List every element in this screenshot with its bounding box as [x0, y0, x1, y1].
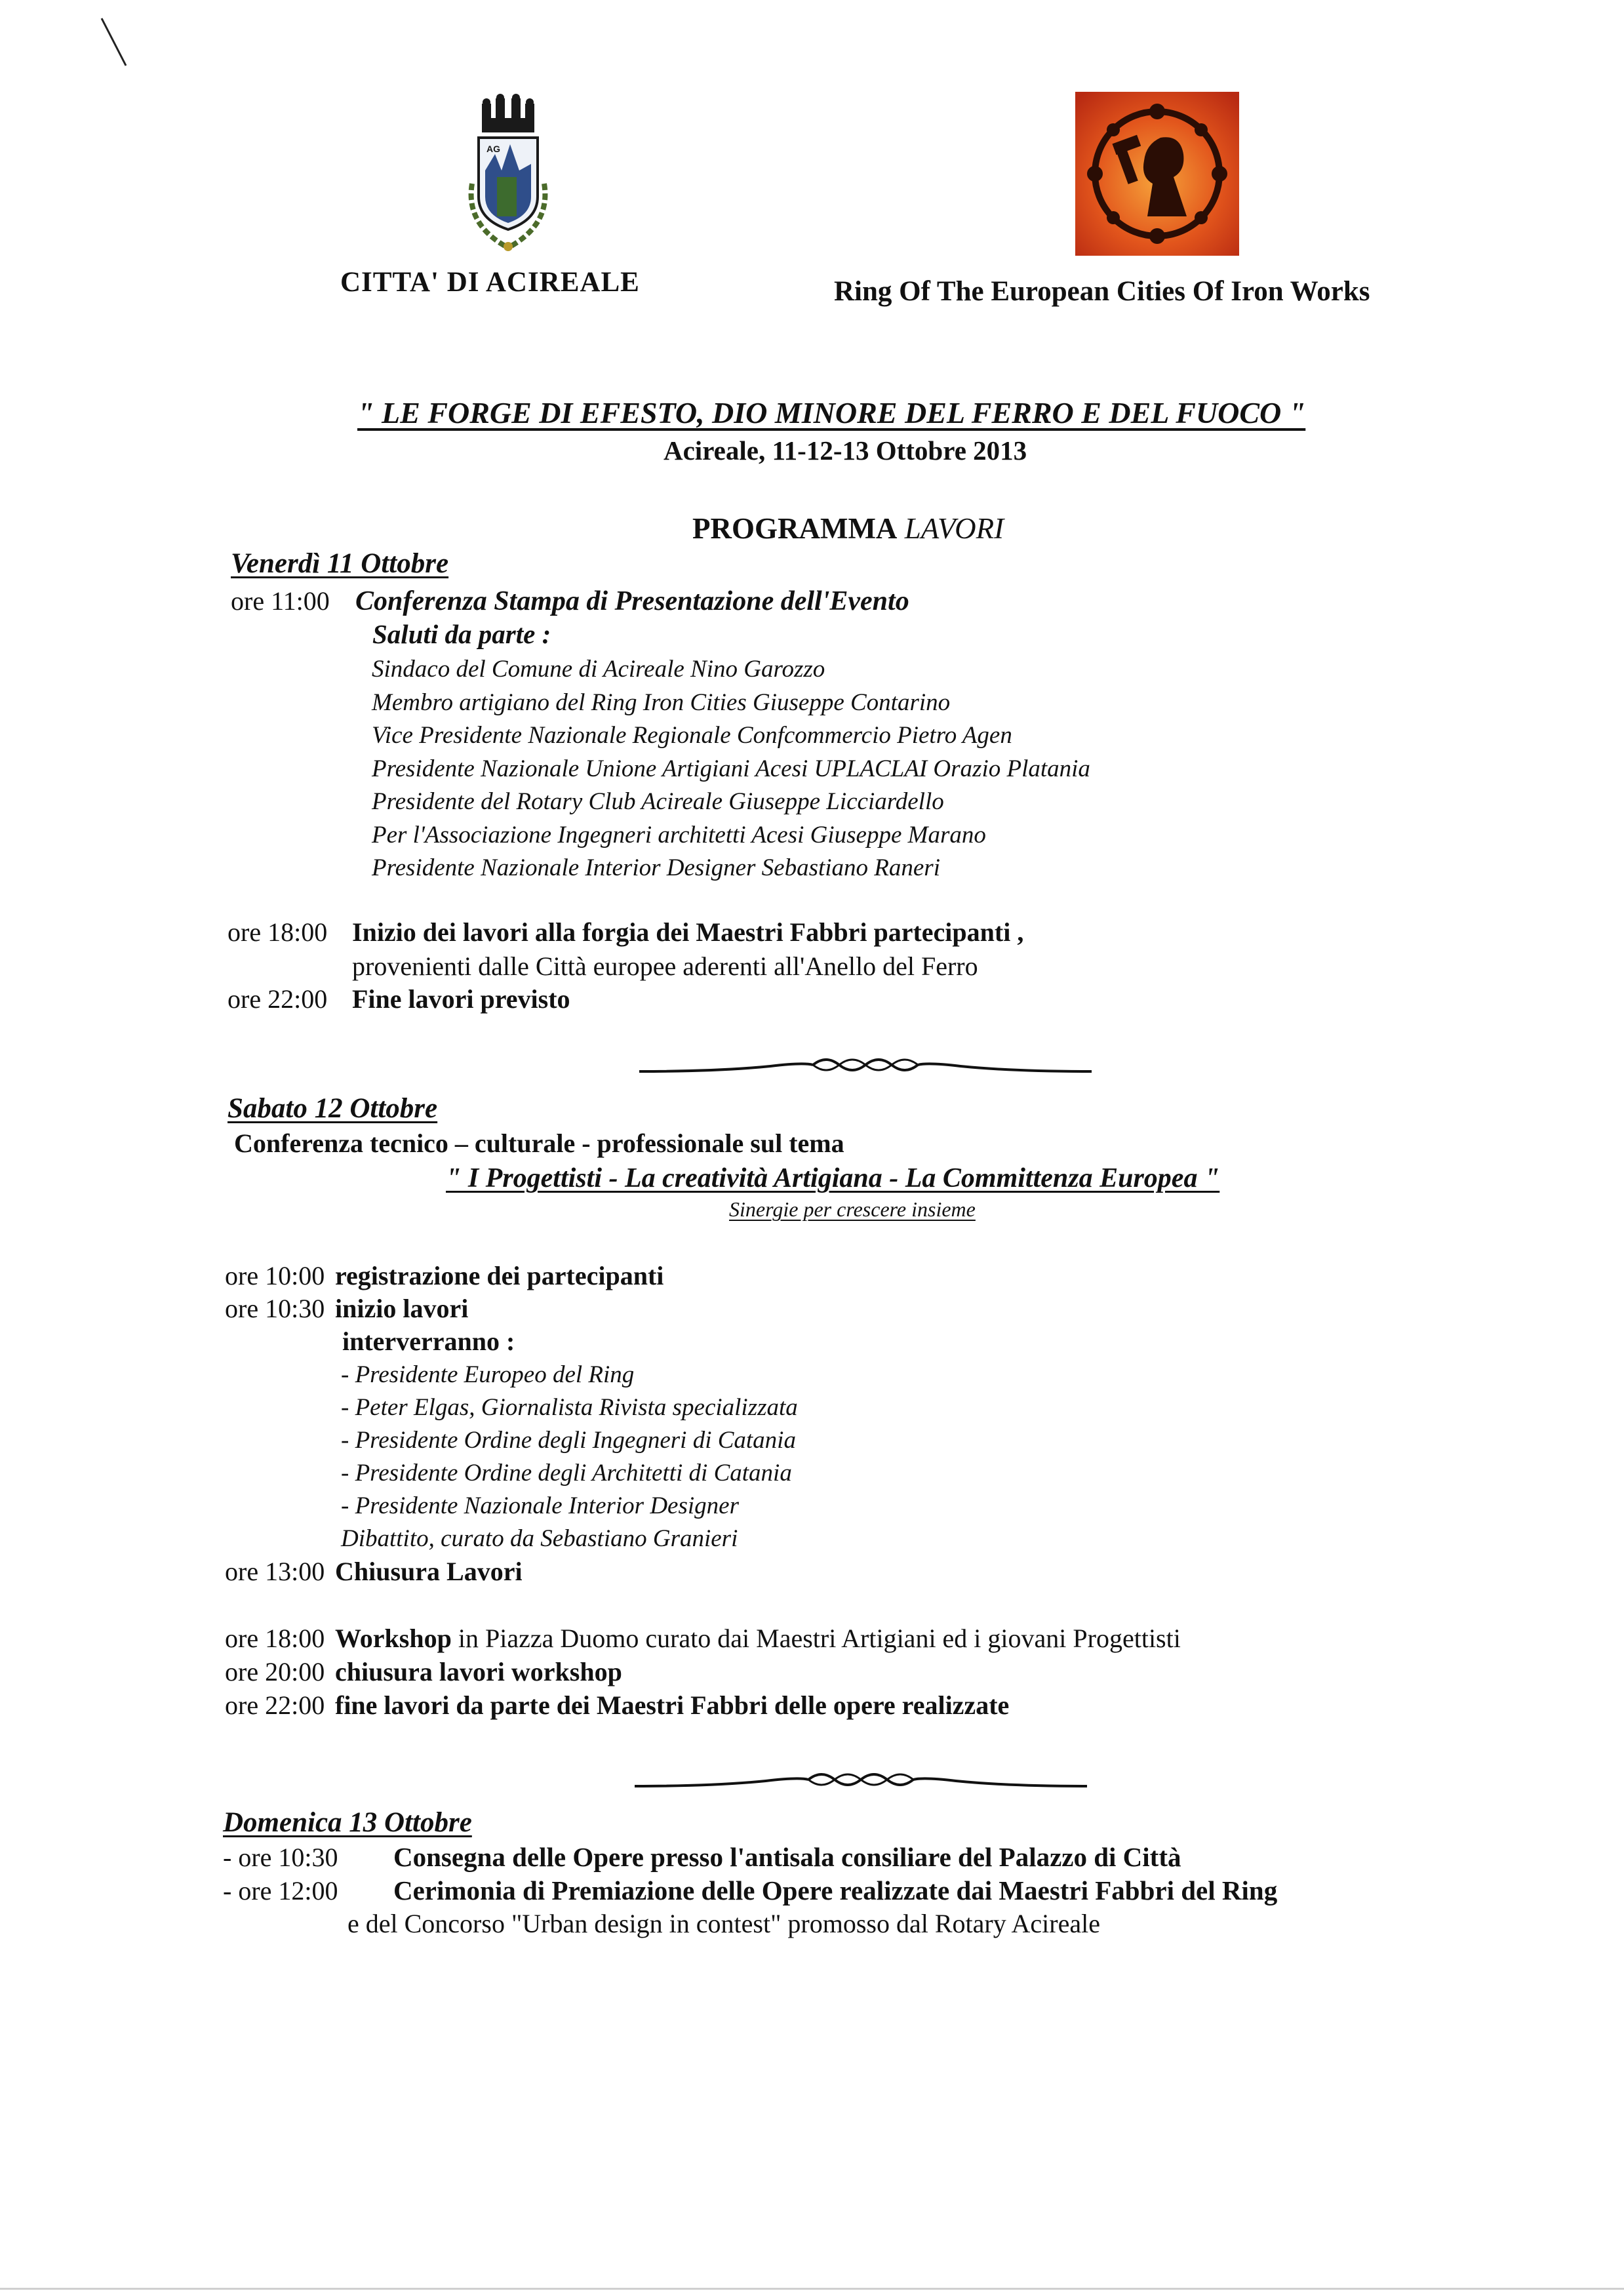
conference-line: Conferenza tecnico – culturale - professionale sul tema — [234, 1128, 844, 1158]
conference-theme: " I Progettisti - La creatività Artigiana - La Committenza Europea " — [446, 1163, 1220, 1193]
greeting-item: Presidente Nazionale Interior Designer Sebastiano Raneri — [372, 854, 940, 881]
item-text: Cerimonia di Premiazione delle Opere realizzate dai Maestri Fabbri del Ring — [393, 1875, 1278, 1906]
time-label: ore 18:00 — [228, 917, 328, 947]
item-text: in Piazza Duomo curato dai Maestri Artigiani ed i giovani Progettisti — [451, 1624, 1181, 1653]
press-conference-label: Conferenza Stampa di Presentazione dell'Evento — [355, 586, 909, 616]
greetings-label: Saluti da parte : — [372, 619, 551, 649]
ring-iron-cities-logo — [1075, 92, 1239, 256]
day2-item-1030 — [225, 1293, 468, 1325]
time-label: ore 22:00 — [228, 984, 328, 1014]
item-text: chiusura lavori workshop — [335, 1657, 622, 1686]
day1-heading: Venerdì 11 Ottobre — [231, 548, 449, 579]
speakers-label: interverranno : — [342, 1327, 515, 1356]
acireale-coat-of-arms-logo — [446, 92, 570, 256]
speaker-item: - Presidente Europeo del Ring — [341, 1361, 635, 1388]
time-label: ore 13:00 — [225, 1557, 325, 1586]
time-label: ore 10:00 — [225, 1261, 325, 1290]
day3-continuation: e del Concorso "Urban design in contest" promosso dal Rotary Acireale — [347, 1909, 1100, 1938]
greeting-item: Vice Presidente Nazionale Regionale Confcommercio Pietro Agen — [372, 722, 1012, 749]
greetings-list — [372, 653, 1090, 885]
item-text: fine lavori da parte dei Maestri Fabbri delle opere realizzate — [335, 1690, 1010, 1720]
time-label: - ore 12:00 — [223, 1876, 338, 1906]
day1-item-1800 — [228, 917, 1023, 948]
day1-item-2200 — [228, 984, 570, 1015]
item-text: Chiusura Lavori — [335, 1557, 523, 1586]
time-label: ore 22:00 — [225, 1690, 325, 1720]
speaker-item: - Peter Elgas, Giornalista Rivista specializzata — [341, 1394, 798, 1421]
day3-heading: Domenica 13 Ottobre — [223, 1807, 472, 1838]
greeting-item: Membro artigiano del Ring Iron Cities Giuseppe Contarino — [372, 688, 951, 716]
greeting-item: Presidente del Rotary Club Acireale Giuseppe Licciardello — [372, 788, 944, 815]
speaker-item: - Presidente Ordine degli Ingegneri di Catania — [341, 1427, 796, 1454]
time-label: - ore 10:30 — [223, 1843, 338, 1872]
right-org-label: Ring Of The European Cities Of Iron Works — [834, 276, 1370, 307]
ornamental-divider — [635, 1757, 1087, 1803]
time-label: ore 11:00 — [231, 586, 330, 616]
greeting-item: Sindaco del Comune di Acireale Nino Garozzo — [372, 656, 825, 683]
event-title: " LE FORGE DI EFESTO, DIO MINORE DEL FERRO E DEL FUOCO " — [357, 396, 1306, 429]
time-label: ore 10:30 — [225, 1294, 325, 1323]
speaker-item: - Presidente Ordine degli Architetti di Catania — [341, 1460, 792, 1487]
day1-item-1100 — [231, 586, 909, 617]
day2-item-1300 — [225, 1556, 523, 1587]
svg-text:AG: AG — [486, 144, 500, 154]
item-text: inizio lavori — [335, 1294, 469, 1323]
day2-item-1800 — [225, 1623, 1181, 1654]
debate-line: Dibattito, curato da Sebastiano Granieri — [341, 1525, 738, 1552]
greeting-item: Presidente Nazionale Unione Artigiani Acesi UPLACLAI Orazio Platania — [372, 755, 1090, 782]
left-org-label: CITTA' DI ACIREALE — [340, 267, 640, 298]
day2-item-1000 — [225, 1260, 663, 1292]
day2-item-2200 — [225, 1690, 1009, 1721]
item-text-bold: Workshop — [335, 1624, 452, 1653]
pen-mark — [98, 16, 131, 69]
day3-item-1200 — [223, 1875, 1277, 1907]
day2-item-2000 — [225, 1656, 622, 1688]
scan-edge-line — [0, 2288, 1624, 2290]
ornamental-divider — [639, 1043, 1092, 1088]
event-place-date: Acireale, 11-12-13 Ottobre 2013 — [663, 435, 1027, 466]
program-heading — [692, 511, 1004, 546]
speaker-item: - Presidente Nazionale Interior Designer — [341, 1492, 739, 1519]
day2-heading: Sabato 12 Ottobre — [228, 1093, 438, 1124]
greeting-item: Per l'Associazione Ingegneri architetti Acesi Giuseppe Marano — [372, 821, 986, 848]
item-text: Inizio dei lavori alla forgia dei Maestri Fabbri partecipanti , — [352, 917, 1024, 947]
item-text: registrazione dei partecipanti — [335, 1261, 664, 1290]
item-text: Consegna delle Opere presso l'antisala consiliare del Palazzo di Città — [393, 1842, 1181, 1872]
speakers-list — [341, 1359, 798, 1555]
time-label: ore 18:00 — [225, 1624, 325, 1653]
item-text: Fine lavori previsto — [352, 984, 570, 1014]
program-heading-lavori: LAVORI — [904, 512, 1004, 545]
program-heading-word: PROGRAMMA — [692, 512, 898, 545]
day1-item-1800-cont: provenienti dalle Città europee aderenti all'Anello del Ferro — [352, 951, 978, 981]
time-label: ore 20:00 — [225, 1657, 325, 1686]
day3-item-1030 — [223, 1841, 1181, 1873]
conference-subtheme: Sinergie per crescere insieme — [729, 1197, 976, 1221]
